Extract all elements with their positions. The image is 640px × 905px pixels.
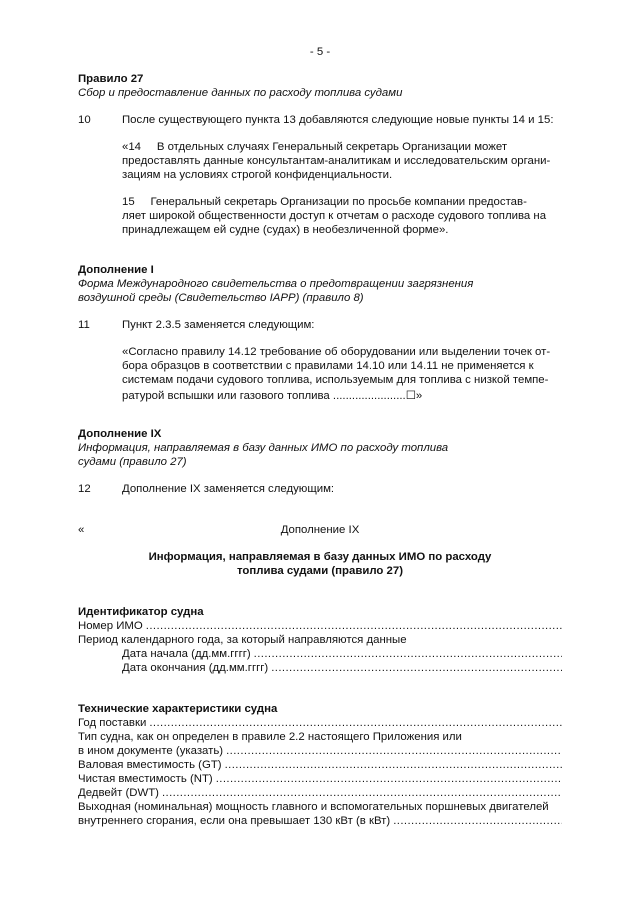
- item-10-text: После существующего пункта 13 добавляются следующие новые пункты 14 и 15:: [122, 114, 554, 126]
- imo-number-label: Номер ИМО: [78, 620, 143, 632]
- quote-line4: ратурой вспышки или газового топлива .......................☐»: [122, 390, 423, 402]
- engine-power-label-line1: Выходная (номинальная) мощность главного и вспомогательных поршневых двигателей: [78, 801, 549, 813]
- paragraph-14-line2: предоставлять данные консультантам-аналитикам и исследовательским органи-: [122, 155, 551, 167]
- appendix1-subheading-line2: воздушной среды (Свидетельство IAPP) (правило 8): [78, 292, 364, 304]
- paragraph-14-line3: зациям на условиях строгой конфиденциальности.: [122, 169, 393, 181]
- item-11-number: 11: [78, 319, 90, 331]
- net-tonnage-field: [78, 773, 562, 785]
- end-date-field: [122, 662, 562, 674]
- paragraph-15-line1: 15 Генеральный секретарь Организации по просьбе компании предостав-: [122, 196, 527, 208]
- form-title-line1: Информация, направляемая в базу данных ИМО по расходу: [148, 551, 492, 563]
- gross-tonnage-label: Валовая вместимость (GT): [78, 759, 222, 771]
- quote-line2: бора образцов в соответствии с правилами 14.10 или 14.11 не применяется к: [122, 360, 534, 372]
- form-title-line2: топлива судами (правило 27): [236, 565, 404, 577]
- paragraph-15-line3: принадлежащем ей судне (судах) в необезличенной форме».: [122, 224, 449, 236]
- appendix9-subheading-line1: Информация, направляемая в базу данных ИМО по расходу топлива: [78, 442, 449, 454]
- net-tonnage-label: Чистая вместимость (NT): [78, 773, 213, 785]
- appendix9-heading: Дополнение IX: [78, 428, 162, 440]
- start-date-field: [122, 648, 562, 660]
- start-date-label: Дата начала (дд.мм.гггг): [122, 648, 251, 660]
- rule27-subheading: Сбор и предоставление данных по расходу топлива судами: [78, 87, 403, 99]
- appendix9-subheading-line2: судами (правило 27): [78, 456, 187, 468]
- ship-tech-heading: Технические характеристики судна: [78, 703, 278, 715]
- page-number: - 5 -: [309, 46, 331, 58]
- period-label: Период календарного года, за который направляются данные: [78, 634, 407, 646]
- quote-line1: «Согласно правилу 14.12 требование об оборудовании или выделении точек от-: [122, 346, 551, 358]
- item-11-text: Пункт 2.3.5 заменяется следующим:: [122, 319, 315, 331]
- item-10-number: 10: [78, 114, 91, 126]
- rule27-heading: Правило 27: [78, 73, 144, 85]
- deadweight-label: Дедвейт (DWT): [78, 787, 159, 799]
- ship-id-heading: Идентификатор судна: [78, 606, 204, 618]
- ship-type-label-line2: в ином документе (указать): [78, 745, 224, 757]
- imo-number-field: [78, 620, 562, 632]
- ship-type-label-line1: Тип судна, как он определен в правиле 2.2 настоящего Приложения или: [78, 731, 462, 743]
- delivery-year-label: Год поставки: [78, 717, 147, 729]
- appendix1-heading: Дополнение I: [78, 264, 154, 276]
- engine-power-field: [78, 815, 562, 827]
- open-quote: «: [78, 524, 85, 536]
- paragraph-14-line1: «14 В отдельных случаях Генеральный секретарь Организации может: [122, 141, 508, 153]
- delivery-year-field: [78, 717, 562, 729]
- engine-power-label-line2: внутреннего сгорания, если она превышает 130 кВт (в кВт): [78, 815, 391, 827]
- end-date-label: Дата окончания (дд.мм.гггг): [122, 662, 269, 674]
- ship-type-field: [78, 745, 562, 757]
- item-12-text: Дополнение IX заменяется следующим:: [122, 483, 335, 495]
- appendix9-center-title: Дополнение IX: [280, 524, 360, 536]
- quote-line3: системам подачи судового топлива, используемым для топлива с низкой темпе-: [122, 374, 549, 386]
- appendix1-subheading-line1: Форма Международного свидетельства о предотвращении загрязнения: [78, 278, 474, 290]
- deadweight-field: [78, 787, 562, 799]
- item-12-number: 12: [78, 483, 91, 495]
- paragraph-15-line2: ляет широкой общественности доступ к отчетам о расходе судового топлива на: [122, 210, 547, 222]
- gross-tonnage-field: [78, 759, 562, 771]
